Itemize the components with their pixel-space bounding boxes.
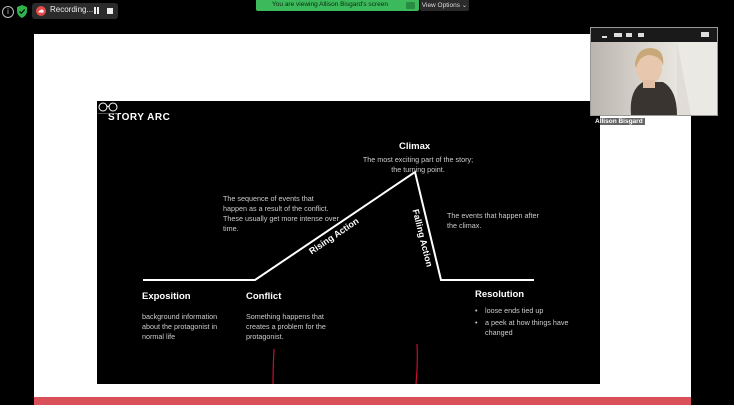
climax-heading: Climax (399, 141, 431, 152)
share-screen-icon (406, 2, 415, 9)
conflict-description: Something happens that creates a problem for the protagonist. (246, 312, 326, 341)
conflict-heading: Conflict (246, 291, 282, 302)
cloud-recording-icon (36, 6, 46, 16)
exposition-heading: Exposition (142, 291, 191, 302)
resolution-heading: Resolution (475, 289, 525, 300)
gallery-view-icon[interactable] (638, 33, 644, 37)
participant-video-feed (591, 42, 717, 125)
resolution-list (475, 306, 570, 340)
story-arc-panel (97, 101, 600, 384)
annotation-mark (416, 344, 417, 384)
strip-view-icon[interactable] (626, 33, 632, 37)
resolution-bullet: • a peek at how things have changed (475, 318, 570, 338)
video-tile-toolbar (591, 28, 717, 42)
exit-fullscreen-icon[interactable] (701, 32, 709, 37)
rising-action-description: The sequence of events that happen as a result of the conflict. These usually get more intense over time. (223, 194, 339, 233)
recording-indicator[interactable] (32, 3, 118, 19)
info-icon[interactable]: i (2, 6, 14, 18)
participant-video-tile[interactable] (590, 27, 718, 125)
recording-label: Recording... (50, 5, 94, 14)
exposition-description: background information about the protagonist in normal life (142, 312, 218, 341)
active-speaker-view-icon[interactable] (614, 33, 622, 37)
stop-recording-button[interactable] (107, 8, 113, 14)
resolution-bullet: • loose ends tied up (475, 306, 570, 316)
shield-icon[interactable] (16, 5, 28, 18)
glasses-logo-icon (97, 101, 119, 115)
screen-share-banner (256, 0, 419, 11)
pause-recording-button[interactable] (93, 6, 101, 16)
falling-action-description: The events that happen after the climax. (447, 211, 539, 230)
climax-description: The most exciting part of the story; the turning point. (362, 155, 474, 174)
slide-title: STORY ARC (108, 112, 171, 123)
slide-footer-bar (34, 397, 691, 405)
participant-image (591, 42, 717, 115)
minimize-icon[interactable] (602, 36, 607, 38)
annotation-mark (273, 349, 274, 384)
view-options-button[interactable]: View Options ⌄ (421, 2, 468, 9)
falling-action-label: Falling Action (410, 208, 435, 268)
meeting-top-bar (0, 0, 734, 24)
participant-name-label: Allison Bisgard (595, 118, 643, 125)
rising-action-label: Rising Action (307, 215, 361, 257)
share-banner-text: You are viewing Allison Bisgard's screen (272, 1, 388, 8)
